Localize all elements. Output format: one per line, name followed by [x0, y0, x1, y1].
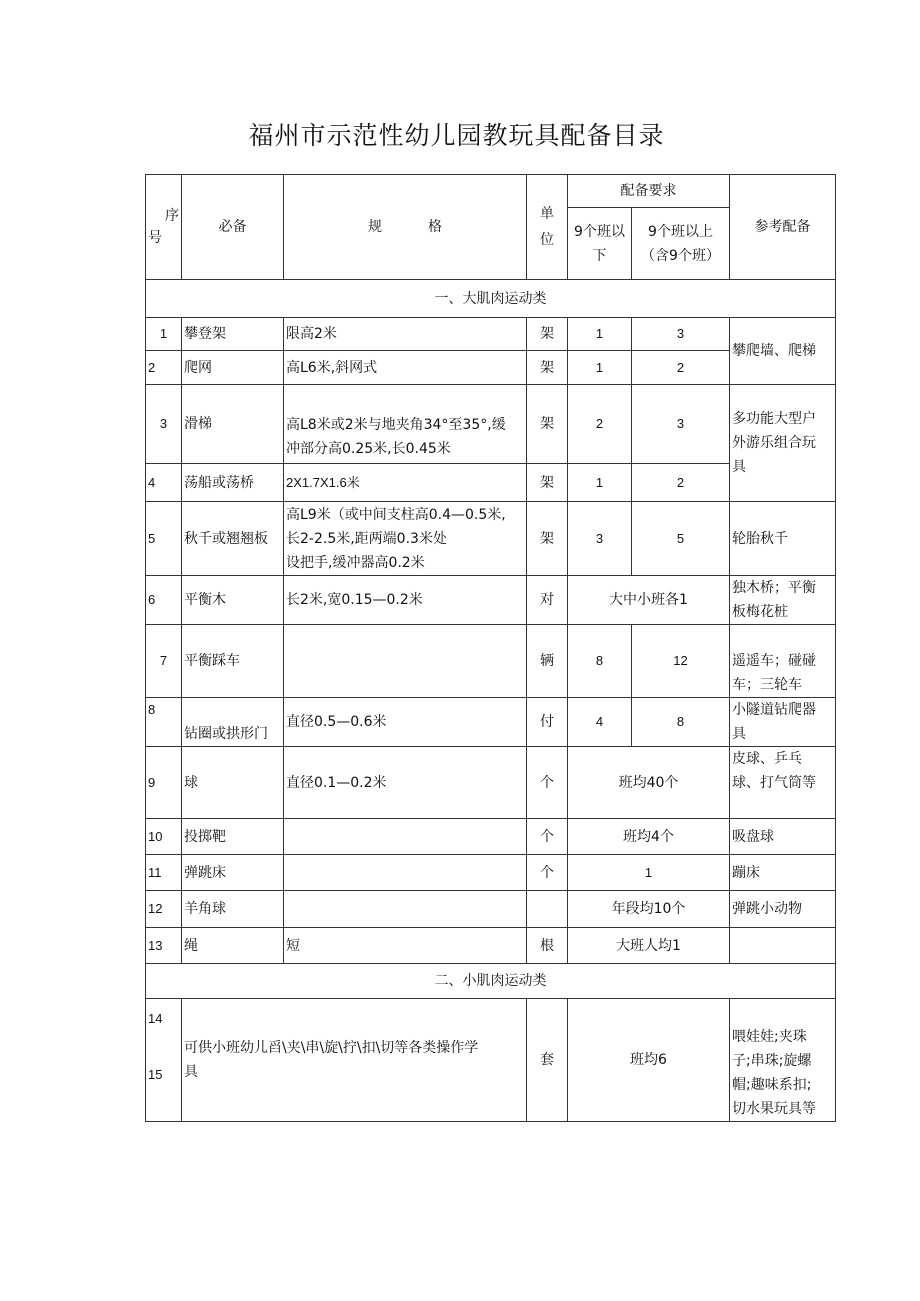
- row-unit: 个: [527, 855, 568, 891]
- row-no: 5: [146, 502, 182, 576]
- row-under-9: 1: [568, 464, 632, 502]
- row-spec: 高L9米（或中间支柱高0.4—0.5米, 长2-2.5米,距两端0.3米处 设把手,缓冲器高0.2米: [284, 502, 527, 576]
- table-row: [146, 891, 836, 928]
- row-spec: [284, 819, 527, 855]
- row-name: 羊角球: [182, 891, 284, 928]
- row-config-merged: 年段均10个: [568, 891, 730, 928]
- row-reference: 蹦床: [730, 855, 836, 891]
- header-seq: 序 号: [146, 175, 182, 280]
- row-reference: 皮球、乒乓 球、打气筒等: [730, 747, 836, 819]
- row-over-9: 8: [632, 698, 730, 747]
- row-no: 7: [146, 625, 182, 698]
- row-spec: 直径0.1—0.2米: [284, 747, 527, 819]
- row-reference: 独木桥；平衡 板梅花桩: [730, 576, 836, 625]
- row-under-9: 4: [568, 698, 632, 747]
- row-spec: 可供小班幼儿舀\夹\串\旋\拧\扣\切等各类操作学 具: [182, 999, 527, 1122]
- row-no: 11: [146, 855, 182, 891]
- row-unit: 付: [527, 698, 568, 747]
- row-spec: [284, 891, 527, 928]
- row-no: 8: [146, 698, 182, 747]
- header-required: 必备: [182, 175, 284, 280]
- row-reference: 弹跳小动物: [730, 891, 836, 928]
- section-title-fine-motor: 二、小肌肉运动类: [146, 964, 836, 999]
- row-over-9: 2: [632, 351, 730, 385]
- row-config-merged: 班均40个: [568, 747, 730, 819]
- row-over-9: 5: [632, 502, 730, 576]
- table-row: [146, 928, 836, 964]
- row-reference: [730, 928, 836, 964]
- row-name: 秋千或翘翘板: [182, 502, 284, 576]
- row-config-merged: 班均6: [568, 999, 730, 1122]
- row-spec: 高L6米,斜网式: [284, 351, 527, 385]
- row-spec: 限高2米: [284, 318, 527, 351]
- row-unit: 根: [527, 928, 568, 964]
- row-no: 10: [146, 819, 182, 855]
- row-over-9: 12: [632, 625, 730, 698]
- row-unit: 套: [527, 999, 568, 1122]
- row-name: 荡船或荡桥: [182, 464, 284, 502]
- header-unit: 单 位: [527, 175, 568, 280]
- row-name: 爬网: [182, 351, 284, 385]
- header-under-9: 9个班以 下: [568, 208, 632, 280]
- row-unit: 个: [527, 819, 568, 855]
- row-reference: 遥遥车；碰碰 车；三轮车: [730, 625, 836, 698]
- table-row: [146, 318, 836, 351]
- row-config-merged: 大中小班各1: [568, 576, 730, 625]
- row-spec: 高L8米或2米与地夹角34°至35°,缓 冲部分高0.25米,长0.45米: [284, 385, 527, 464]
- row-under-9: 1: [568, 351, 632, 385]
- table-row: [146, 576, 836, 625]
- row-unit: 架: [527, 502, 568, 576]
- row-unit: 架: [527, 318, 568, 351]
- row-over-9: 3: [632, 318, 730, 351]
- row-under-9: 8: [568, 625, 632, 698]
- row-reference: 小隧道钻爬器 具: [730, 698, 836, 747]
- row-no: 2: [146, 351, 182, 385]
- row-no: 4: [146, 464, 182, 502]
- row-name: 平衡踩车: [182, 625, 284, 698]
- table-row: [146, 502, 836, 576]
- row-unit: 架: [527, 464, 568, 502]
- row-name: 球: [182, 747, 284, 819]
- equipment-table: [145, 174, 836, 1122]
- header-over-9: 9个班以上 （含9个班）: [632, 208, 730, 280]
- row-no: 14 15: [146, 999, 182, 1122]
- table-row: [146, 698, 836, 747]
- row-reference: 吸盘球: [730, 819, 836, 855]
- header-reference: 参考配备: [730, 175, 836, 280]
- row-spec: 2X1.7X1.6米: [284, 464, 527, 502]
- row-no: 13: [146, 928, 182, 964]
- document-title: 福州市示范性幼儿园教玩具配备目录: [248, 121, 665, 150]
- row-unit: 对: [527, 576, 568, 625]
- row-spec: 短: [284, 928, 527, 964]
- row-over-9: 2: [632, 464, 730, 502]
- table-row: [146, 747, 836, 819]
- row-unit: 辆: [527, 625, 568, 698]
- header-spec: 规格: [284, 175, 527, 280]
- table-row: [146, 819, 836, 855]
- row-under-9: 3: [568, 502, 632, 576]
- row-spec: [284, 855, 527, 891]
- row-under-9: 2: [568, 385, 632, 464]
- row-config-merged: 1: [568, 855, 730, 891]
- row-no: 6: [146, 576, 182, 625]
- row-spec: 直径0.5—0.6米: [284, 698, 527, 747]
- row-reference: 喂娃娃;夹珠 子;串珠;旋螺 帽;趣味系扣; 切水果玩具等: [730, 999, 836, 1122]
- row-config-merged: 班均4个: [568, 819, 730, 855]
- row-name: 投掷靶: [182, 819, 284, 855]
- table-row: [146, 855, 836, 891]
- row-name: 弹跳床: [182, 855, 284, 891]
- row-name: 滑梯: [182, 385, 284, 464]
- row-under-9: 1: [568, 318, 632, 351]
- row-name: 平衡木: [182, 576, 284, 625]
- row-reference: 攀爬墙、爬梯: [730, 318, 836, 385]
- table-row: [146, 999, 836, 1122]
- row-no: 9: [146, 747, 182, 819]
- row-no: 1: [146, 318, 182, 351]
- row-unit: [527, 891, 568, 928]
- row-no: 12: [146, 891, 182, 928]
- row-name: 攀登架: [182, 318, 284, 351]
- row-spec: 长2米,宽0.15—0.2米: [284, 576, 527, 625]
- row-over-9: 3: [632, 385, 730, 464]
- row-reference: 多功能大型户 外游乐组合玩 具: [730, 385, 836, 502]
- row-name: 钻圈或拱形门: [182, 698, 284, 747]
- header-config-req: 配备要求: [568, 175, 730, 208]
- row-reference: 轮胎秋千: [730, 502, 836, 576]
- row-no: 3: [146, 385, 182, 464]
- row-unit: 个: [527, 747, 568, 819]
- table-row: [146, 385, 836, 464]
- row-name: 绳: [182, 928, 284, 964]
- row-unit: 架: [527, 351, 568, 385]
- row-unit: 架: [527, 385, 568, 464]
- table-row: [146, 625, 836, 698]
- row-spec: [284, 625, 527, 698]
- row-config-merged: 大班人均1: [568, 928, 730, 964]
- section-title-gross-motor: 一、大肌肉运动类: [146, 280, 836, 318]
